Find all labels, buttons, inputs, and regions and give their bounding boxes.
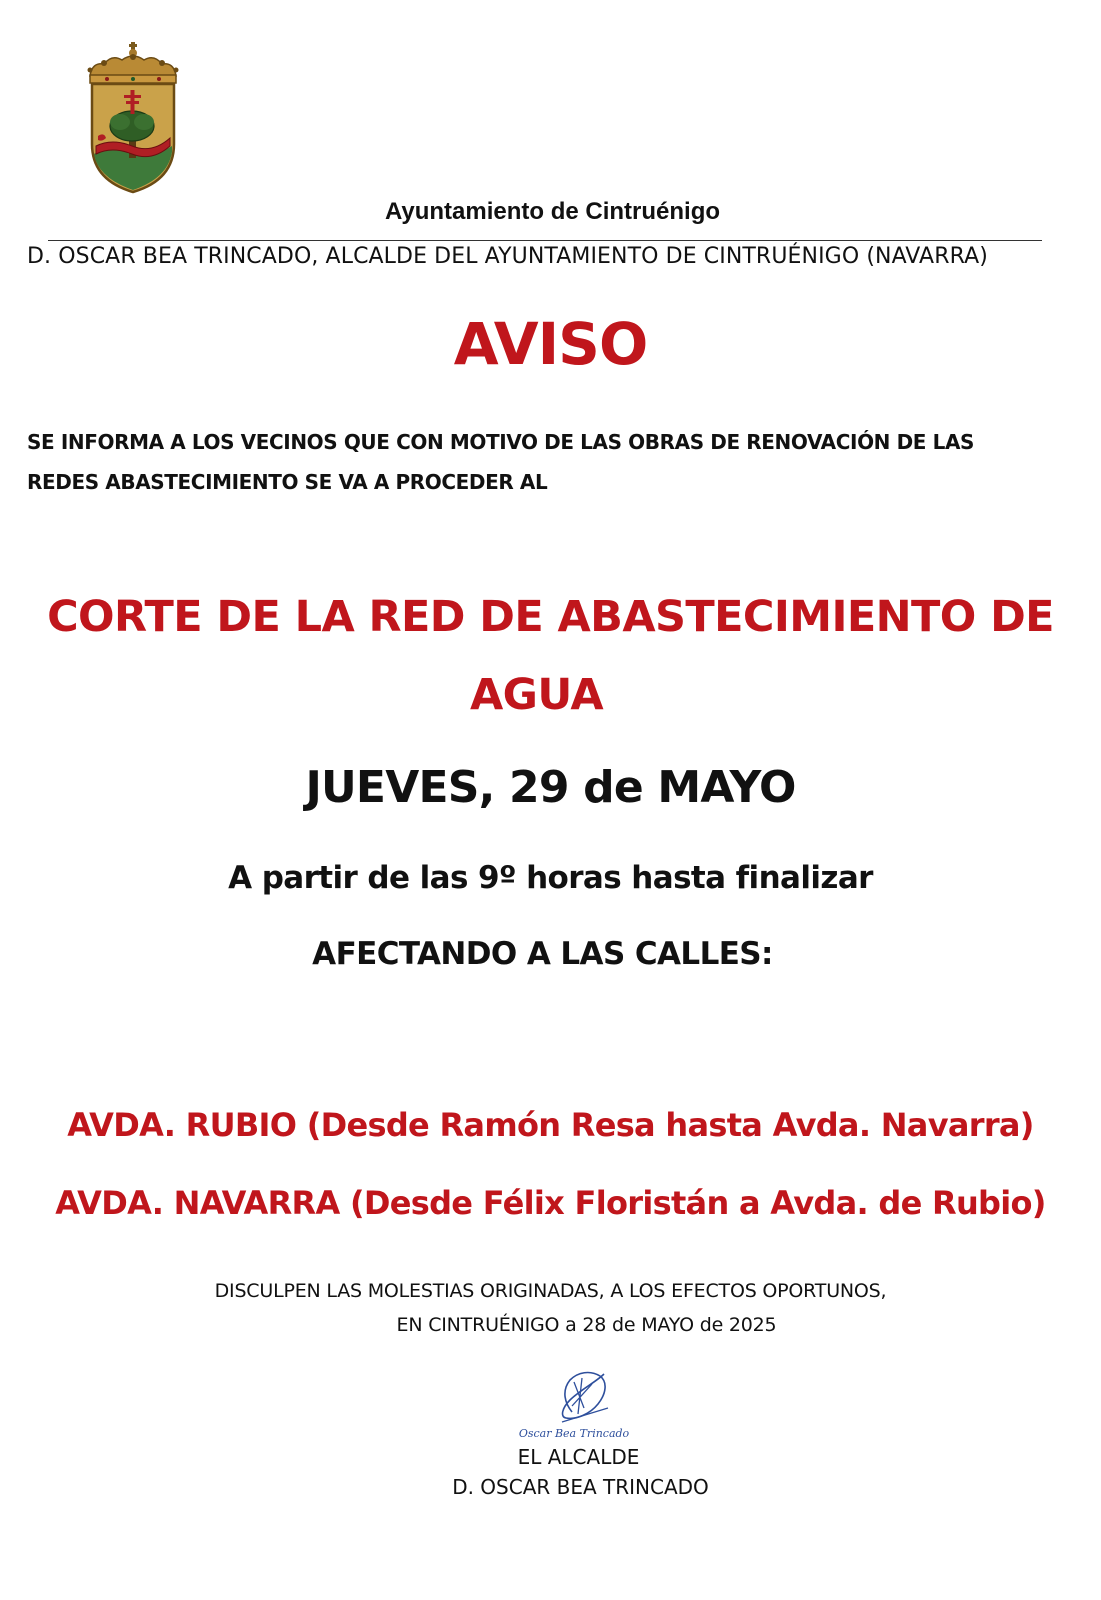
closing-line-2: EN CINTRUÉNIGO a 28 de MAYO de 2025 [396,1314,777,1336]
organization-name-text: Ayuntamiento de Cintruénigo [384,198,721,225]
affected-streets-list [0,1086,1101,1242]
signature-image [512,1362,637,1442]
svg-text:Oscar Bea Trincado: Oscar Bea Trincado [518,1427,630,1440]
cut-date: JUEVES, 29 de MAYO [305,762,796,813]
closing-line-1: DISCULPEN LAS MOLESTIAS ORIGINADAS, A LOS EFECTOS OPORTUNOS, [214,1280,887,1302]
closing-text [0,1274,1101,1342]
affected-streets-heading-text: AFECTANDO A LAS CALLES: [312,936,773,972]
signer-role-text: EL ALCALDE [517,1445,640,1469]
notice-intro [27,422,1067,502]
signer-name-text: D. OSCAR BEA TRINCADO [452,1475,709,1499]
mayor-line: D. OSCAR BEA TRINCADO, ALCALDE DEL AYUNTAMIENTO DE CINTRUÉNIGO (NAVARRA) [27,244,988,269]
affected-streets-heading [0,936,1101,972]
crown-icon [88,42,179,83]
notice-intro-line-1: SE INFORMA A LOS VECINOS QUE CON MOTIVO DE LAS OBRAS DE RENOVACIÓN DE LAS [27,430,975,454]
notice-title: AVISO [453,310,648,378]
coat-of-arms-logo [82,42,184,194]
street-item: AVDA. RUBIO (Desde Ramón Resa hasta Avda. Navarra) [67,1106,1034,1144]
cut-time [0,860,1101,896]
notice-intro-line-2: REDES ABASTECIMIENTO SE VA A PROCEDER AL [27,470,548,494]
signer-role [0,1445,1101,1469]
cut-title [0,578,1101,734]
street-item: AVDA. NAVARRA (Desde Félix Floristán a Avda. de Rubio) [55,1184,1046,1222]
organization-name [0,198,1101,226]
cut-title-line-1: CORTE DE LA RED DE ABASTECIMIENTO DE [47,592,1054,642]
header-divider [48,240,1042,241]
cut-title-line-2: AGUA [469,670,604,720]
signer-name [0,1475,1101,1499]
cut-time-text: A partir de las 9º horas hasta finalizar [228,860,873,896]
